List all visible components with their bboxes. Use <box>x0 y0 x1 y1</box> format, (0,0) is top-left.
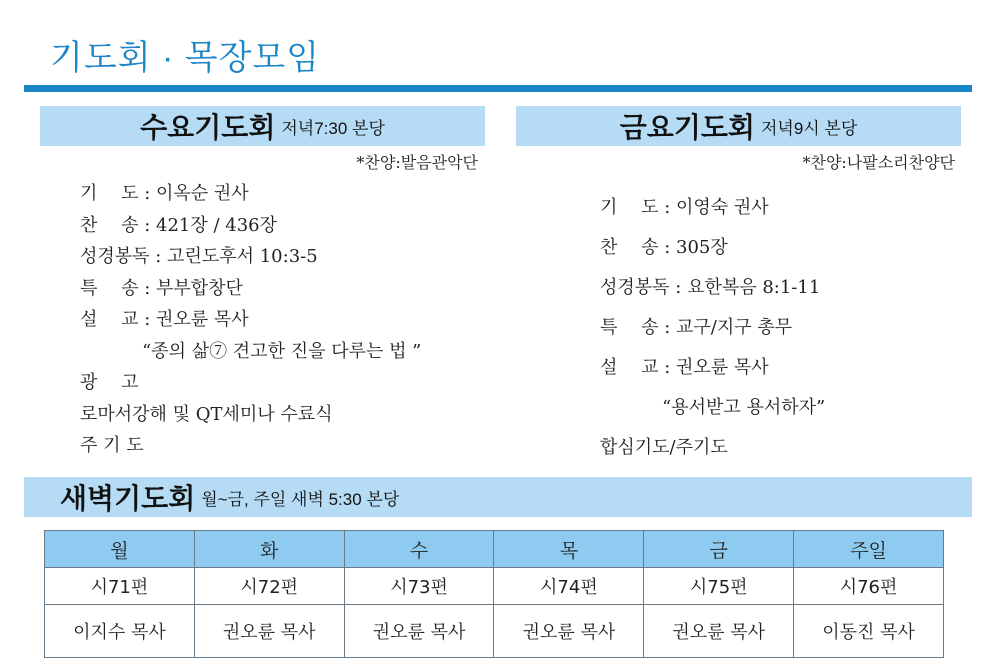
program-item: 찬 송 : 421장 / 436장 <box>80 214 278 236</box>
program-item: 로마서강해 및 QT세미나 수료식 <box>80 403 333 425</box>
day-header: 수 <box>344 531 494 568</box>
program-item: 찬 송 : 305장 <box>600 237 728 258</box>
dawn-title: 새벽기도회 <box>60 483 196 514</box>
day-header: 주일 <box>794 531 944 568</box>
pastor-cell: 권오륜 목사 <box>344 605 494 658</box>
wednesday-header <box>40 106 485 146</box>
passage-cell: 시71편 <box>45 568 195 605</box>
friday-program <box>600 188 825 468</box>
page-title: 기도회 · 목장모임 <box>50 39 321 77</box>
wednesday-note: *찬양:발음관악단 <box>356 153 478 172</box>
table-row <box>45 605 944 658</box>
title-divider <box>24 85 972 92</box>
program-item: 설 교 : 권오륜 목사 <box>600 357 769 378</box>
friday-header <box>516 106 961 146</box>
friday-time: 저녁9시 본당 <box>760 118 858 138</box>
program-item: 성경봉독 : 고린도후서 10:3-5 <box>80 246 318 267</box>
program-item: 성경봉독 : 요한복음 8:1-11 <box>600 277 821 298</box>
program-item: 기 도 : 이옥순 권사 <box>80 183 249 204</box>
program-item: 설 교 : 권오륜 목사 <box>80 309 249 330</box>
wednesday-program <box>80 178 421 462</box>
program-item: 합심기도/주기도 <box>600 437 728 458</box>
passage-cell: 시74편 <box>494 568 644 605</box>
table-row <box>45 568 944 605</box>
day-header: 월 <box>45 531 195 568</box>
pastor-cell: 이동진 목사 <box>794 605 944 658</box>
day-header: 목 <box>494 531 644 568</box>
table-header-row <box>45 531 944 568</box>
sermon-title: “용서받고 용서하자” <box>662 397 826 418</box>
day-header: 금 <box>644 531 794 568</box>
pastor-cell: 권오륜 목사 <box>644 605 794 658</box>
pastor-cell: 권오륜 목사 <box>494 605 644 658</box>
wednesday-time: 저녁7:30 본당 <box>281 118 385 138</box>
pastor-cell: 이지수 목사 <box>45 605 195 658</box>
wednesday-title: 수요기도회 <box>140 112 276 143</box>
passage-cell: 시76편 <box>794 568 944 605</box>
friday-title: 금요기도회 <box>619 112 755 143</box>
program-item: 주 기 도 <box>80 435 144 456</box>
passage-cell: 시75편 <box>644 568 794 605</box>
dawn-schedule-table <box>44 530 944 658</box>
program-item: 기 도 : 이영숙 권사 <box>600 197 769 218</box>
day-header: 화 <box>194 531 344 568</box>
dawn-time: 월~금, 주일 새벽 5:30 본당 <box>201 489 400 509</box>
program-item: 특 송 : 교구/지구 총무 <box>600 317 793 338</box>
passage-cell: 시73편 <box>344 568 494 605</box>
friday-note: *찬양:나팔소리찬양단 <box>802 153 955 172</box>
sermon-title: “종의 삶⑦ 견고한 진을 다루는 법 ” <box>142 340 422 362</box>
program-item: 특 송 : 부부합창단 <box>80 277 243 299</box>
passage-cell: 시72편 <box>194 568 344 605</box>
program-item: 광 고 <box>80 372 139 393</box>
pastor-cell: 권오륜 목사 <box>194 605 344 658</box>
dawn-header <box>24 477 972 517</box>
